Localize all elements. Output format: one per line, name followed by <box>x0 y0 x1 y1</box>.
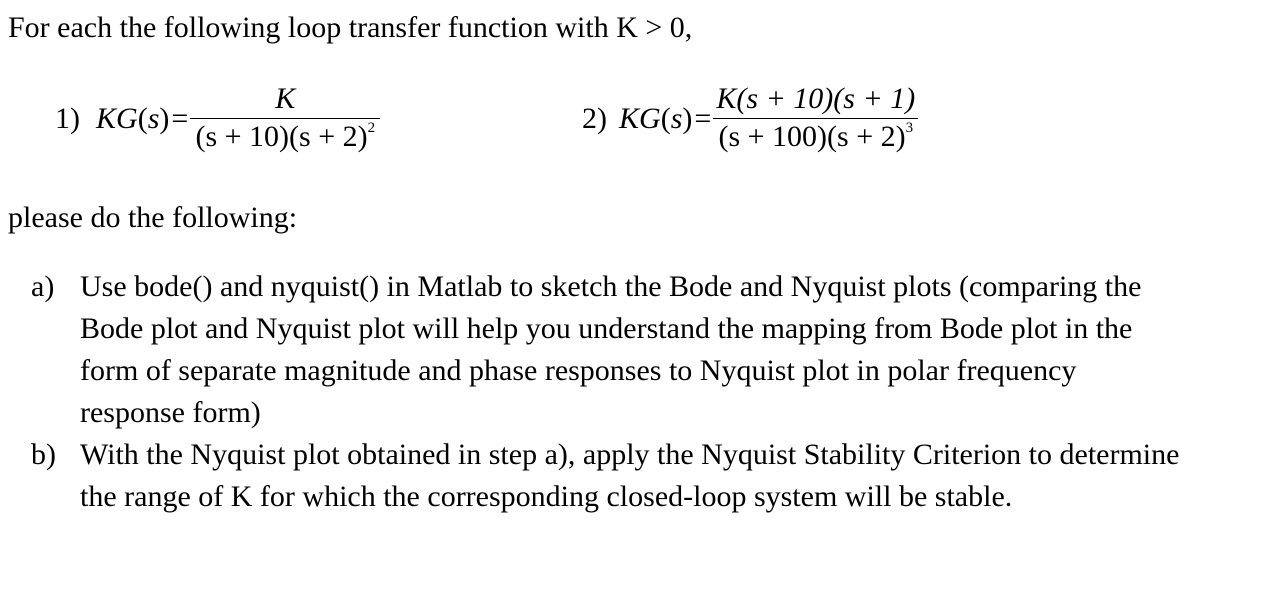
task-line: form of separate magnitude and phase responses to Nyquist plot in polar frequency <box>80 354 1077 387</box>
task-item-a <box>31 266 1271 434</box>
equation-lhs: KG(s) <box>96 101 170 135</box>
task-line: the range of K for which the corresponding closed-loop system will be stable. <box>80 480 1013 513</box>
lhs-argument: s <box>147 101 160 135</box>
task-label: b) <box>31 438 56 471</box>
equals-sign: = <box>171 101 189 135</box>
task-label: a) <box>31 270 55 303</box>
lhs-function: KG <box>619 101 661 135</box>
equation-number: 2) <box>582 101 607 135</box>
task-text <box>80 266 1141 434</box>
task-line: response form) <box>80 396 261 429</box>
task-list <box>31 266 1271 518</box>
denominator-exponent: 2 <box>367 120 376 136</box>
lhs-function: KG <box>96 101 138 135</box>
fraction <box>713 82 918 155</box>
task-item-b <box>31 434 1271 518</box>
denominator <box>712 119 919 155</box>
fraction <box>190 82 380 155</box>
denominator-factors: (s + 10)(s + 2) <box>195 120 368 153</box>
equation-number: 1) <box>55 101 80 135</box>
numerator: K <box>275 82 296 115</box>
denominator-exponent: 3 <box>905 120 914 136</box>
denominator-factors: (s + 100)(s + 2) <box>718 120 906 153</box>
equation-lhs: KG(s) <box>619 101 693 135</box>
task-line: Bode plot and Nyquist plot will help you understand the mapping from Bode plot in the <box>80 312 1133 345</box>
lhs-argument: s <box>670 101 683 135</box>
task-line: With the Nyquist plot obtained in step a), apply the Nyquist Stability Criterion to determine <box>80 438 1180 471</box>
equation-2 <box>582 82 918 155</box>
equation-1 <box>55 82 380 155</box>
task-line: Use bode() and nyquist() in Matlab to sketch the Bode and Nyquist plots (comparing the <box>80 270 1142 303</box>
numerator: K(s + 10)(s + 1) <box>716 82 916 115</box>
equals-sign: = <box>694 101 712 135</box>
intro-text: For each the following loop transfer function with K > 0, <box>8 11 693 44</box>
instruction-text: please do the following: <box>8 201 298 234</box>
task-text <box>80 434 1179 518</box>
denominator <box>189 119 381 155</box>
